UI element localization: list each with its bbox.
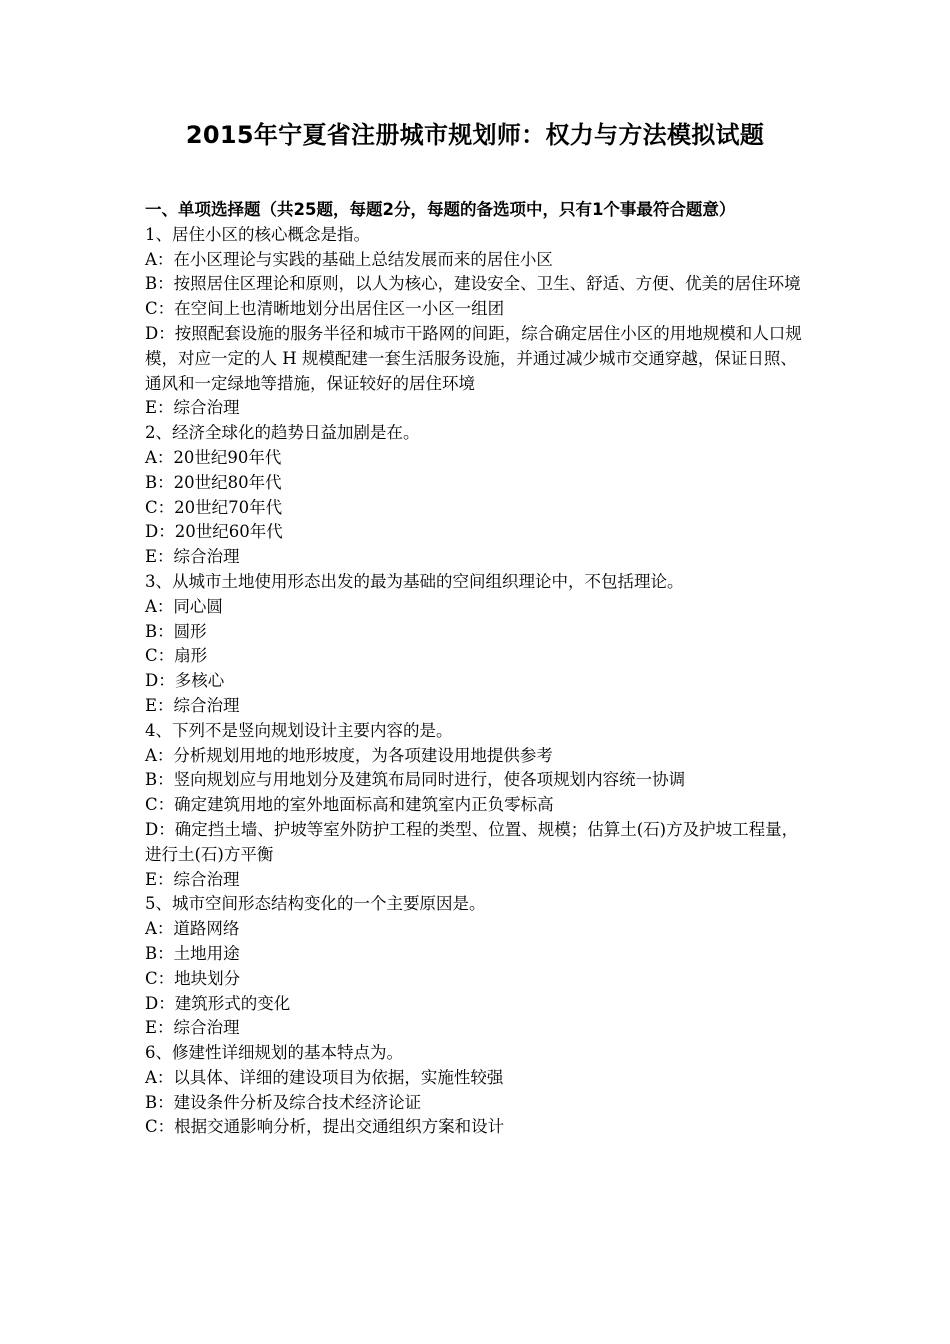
document-body: [145, 198, 810, 1140]
option-e: E：综合治理: [145, 398, 240, 418]
question-1: [145, 223, 810, 421]
section-heading: 一、单项选择题（共25题，每题2分，每题的备选项中，只有1个事最符合题意）: [145, 200, 736, 219]
option-d: D：多核心: [145, 671, 225, 691]
option-b: B：20世纪80年代: [145, 472, 282, 492]
option-c: C：根据交通影响分析，提出交通组织方案和设计: [145, 1117, 505, 1137]
question-6: [145, 1041, 810, 1140]
option-b: B：圆形: [145, 621, 207, 641]
option-c: C：在空间上也清晰地划分出居住区一小区一组团: [145, 299, 505, 319]
question-stem: 4、下列不是竖向规划设计主要内容的是。: [145, 720, 453, 740]
option-c: C：确定建筑用地的室外地面标高和建筑室内正负零标高: [145, 795, 554, 815]
option-d: D：确定挡土墙、护坡等室外防护工程的类型、位置、规模；估算土(石)方及护坡工程量，进行土(石)方平衡: [145, 819, 799, 864]
option-d: D：建筑形式的变化: [145, 993, 291, 1013]
option-c: C：地块划分: [145, 968, 241, 988]
option-c: C：扇形: [145, 646, 208, 666]
option-a: A：同心圆: [145, 596, 223, 616]
question-stem: 1、居住小区的核心概念是指。: [145, 224, 370, 244]
question-stem: 3、从城市土地使用形态出发的最为基础的空间组织理论中，不包括理论。: [145, 571, 684, 591]
question-stem: 2、经济全球化的趋势日益加剧是在。: [145, 423, 420, 443]
question-4: [145, 719, 810, 893]
question-3: [145, 570, 810, 719]
option-a: A：在小区理论与实践的基础上总结发展而来的居住小区: [145, 249, 553, 269]
option-a: A：分析规划用地的地形坡度，为各项建设用地提供参考: [145, 745, 553, 765]
question-stem: 5、城市空间形态结构变化的一个主要原因是。: [145, 894, 486, 914]
question-2: [145, 421, 810, 570]
option-a: A：道路网络: [145, 919, 240, 939]
option-e: E：综合治理: [145, 695, 240, 715]
question-stem: 6、修建性详细规划的基本特点为。: [145, 1043, 403, 1063]
option-b: B：土地用途: [145, 943, 240, 963]
option-d: D：按照配套设施的服务半径和城市干路网的间距，综合确定居住小区的用地规模和人口规模，对应一定的人 H 规模配建一套生活服务设施，并通过减少城市交通穿越，保证日照、通风和一定绿地等措施，保证较好的居住环境: [145, 323, 802, 393]
option-a: A：20世纪90年代: [145, 447, 282, 467]
option-b: B：按照居住区理论和原则，以人为核心，建设安全、卫生、舒适、方便、优美的居住环境: [145, 274, 801, 294]
option-d: D：20世纪60年代: [145, 522, 283, 542]
option-b: B：建设条件分析及综合技术经济论证: [145, 1092, 422, 1112]
option-c: C：20世纪70年代: [145, 497, 283, 517]
option-e: E：综合治理: [145, 547, 240, 567]
question-5: [145, 892, 810, 1041]
option-e: E：综合治理: [145, 1018, 240, 1038]
option-e: E：综合治理: [145, 869, 240, 889]
option-a: A：以具体、详细的建设项目为依据，实施性较强: [145, 1067, 504, 1087]
document-title: 2015年宁夏省注册城市规划师：权力与方法模拟试题: [185, 121, 765, 149]
option-b: B：竖向规划应与用地划分及建筑布局同时进行，使各项规划内容统一协调: [145, 770, 686, 790]
